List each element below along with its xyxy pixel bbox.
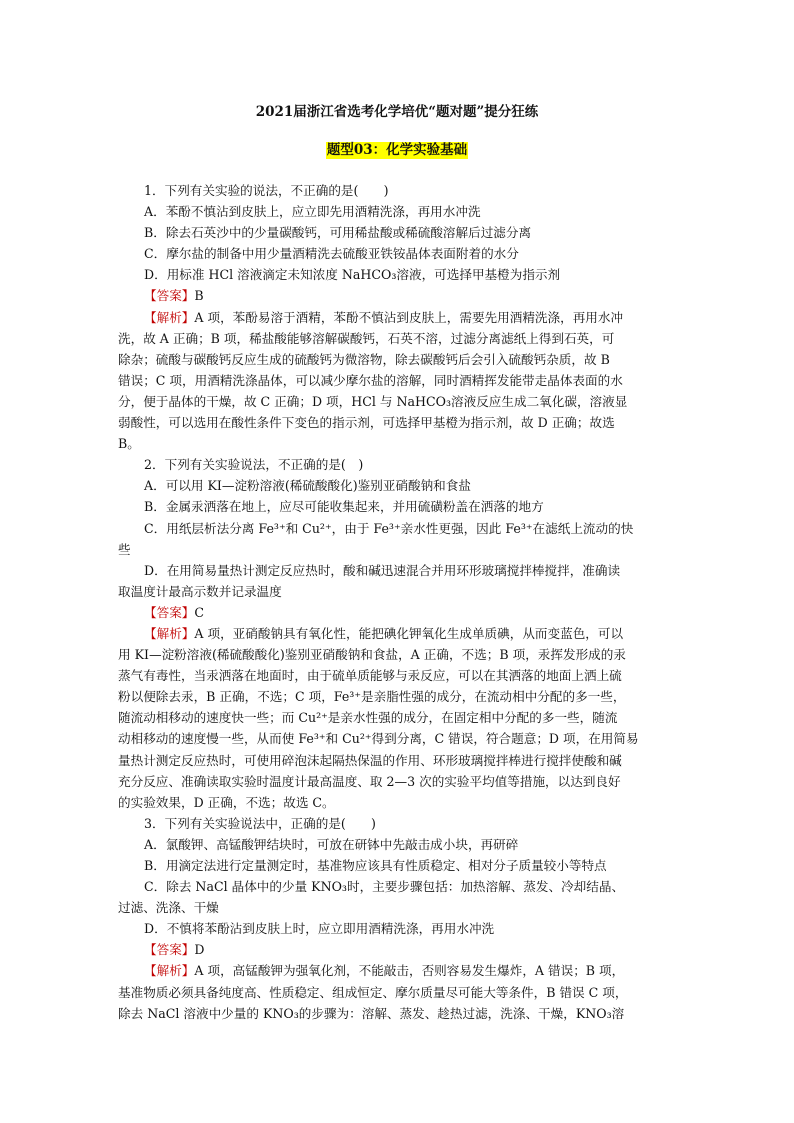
subtitle-wrap xyxy=(0,139,794,159)
q3-option-c-cont: 过滤、洗涤、干燥 xyxy=(118,900,219,916)
analysis-tag: 【解析】 xyxy=(144,309,195,325)
q3-option-d: D．不慎将苯酚沾到皮肤上时，应立即用酒精洗涤，再用水冲洗 xyxy=(144,921,495,937)
q1-analysis-line xyxy=(118,307,678,328)
answer-tag: 【答案】 xyxy=(144,942,195,958)
q2-option-c-cont: 些 xyxy=(118,541,131,557)
q1-analysis-line: B。 xyxy=(118,436,140,452)
q3-analysis-line: 除去 NaCl 溶液中少量的 KNO₃的步骤为：溶解、蒸发、趁热过滤，洗涤、干燥，KNO₃溶 xyxy=(118,1005,625,1021)
q2-option-d-cont: 取温度计最高示数并记录温度 xyxy=(118,583,282,599)
q1-answer xyxy=(118,285,678,306)
q3-stem: 3．下列有关实验说法中，正确的是( ) xyxy=(144,815,376,831)
q2-option-b: B．金属汞洒落在地上，应尽可能收集起来，并用硫磺粉盖在洒落的地方 xyxy=(144,499,544,515)
q3-analysis-line xyxy=(118,960,678,981)
q1-option-c: C．摩尔盐的制备中用少量酒精洗去硫酸亚铁铵晶体表面附着的水分 xyxy=(144,246,519,262)
q2-analysis-line: 蒸气有毒性，当汞洒落在地面时，由于硫单质能够与汞反应，可以在其洒落的地面上洒上硫 xyxy=(118,668,622,684)
document-subtitle: 题型03：化学实验基础 xyxy=(326,142,468,158)
q3-option-b: B．用滴定法进行定量测定时，基准物应该具有性质稳定、相对分子质量较小等特点 xyxy=(144,858,607,873)
analysis-text: A 项，亚硝酸钠具有氧化性，能把碘化钾氧化生成单质碘，从而变蓝色，可以 xyxy=(194,625,624,641)
q2-analysis-line: 量热计测定反应热时，可使用碎泡沫起隔热保温的作用、环形玻璃搅拌棒进行搅拌使酸和碱 xyxy=(118,752,622,768)
q2-option-d: D．在用简易量热计测定反应热时，酸和碱迅速混合并用环形玻璃搅拌棒搅拌，准确读 xyxy=(144,562,621,578)
analysis-text: A 项，苯酚易溶于酒精，苯酚不慎沾到皮肤上，需要先用酒精洗涤，再用水冲 xyxy=(194,309,624,325)
q2-analysis-line: 的实验效果，D 正确，不选；故选 C。 xyxy=(118,794,335,810)
q1-analysis-line: 除杂；硫酸与碳酸钙反应生成的硫酸钙为微溶物，除去碳酸钙后会引入硫酸钙杂质，故 B xyxy=(118,351,610,367)
answer-tag: 【答案】 xyxy=(144,604,195,620)
q3-answer xyxy=(118,939,678,960)
answer-value: C xyxy=(194,604,205,620)
answer-value: B xyxy=(194,288,204,304)
q2-analysis-line: 用 KI—淀粉溶液(稀硫酸酸化)鉴别亚硝酸钠和食盐，A 正确，不选；B 项，汞挥发形成的汞 xyxy=(118,647,626,663)
q3-option-a: A．氯酸钾、高锰酸钾结块时，可放在研钵中先敲击成小块，再研碎 xyxy=(144,836,519,852)
q2-stem: 2．下列有关实验说法，不正确的是( ) xyxy=(144,457,364,473)
q2-option-c: C．用纸层析法分离 Fe³⁺和 Cu²⁺，由于 Fe³⁺亲水性更强，因此 Fe³⁺在滤纸上流动的快 xyxy=(144,520,634,536)
analysis-tag: 【解析】 xyxy=(144,963,195,979)
q2-analysis-line: 粉以便除去汞，B 正确，不选；C 项，Fe³⁺是亲脂性强的成分，在流动相中分配的多一些， xyxy=(118,689,626,705)
answer-tag: 【答案】 xyxy=(144,288,195,304)
q1-analysis-line: 弱酸性，可以选用在酸性条件下变色的指示剂，可选择甲基橙为指示剂，故 D 正确；故选 xyxy=(118,415,615,431)
q1-stem: 1．下列有关实验的说法，不正确的是( ) xyxy=(144,183,389,198)
q1-option-b: B．除去石英沙中的少量碳酸钙，可用稀盐酸或稀硫酸溶解后过滤分离 xyxy=(144,225,532,241)
q1-option-a: A．苯酚不慎沾到皮肤上，应立即先用酒精洗涤，再用水冲洗 xyxy=(144,204,481,220)
q2-analysis-line xyxy=(118,623,678,644)
q2-analysis-line: 动相移动的速度慢一些，从而使 Fe³⁺和 Cu²⁺得到分离，C 错误，符合题意；D 项，在用简易 xyxy=(118,731,639,747)
q2-analysis-line: 充分反应、准确读取实验时温度计最高温度、取 2—3 次的实验平均值等措施，以达到良好 xyxy=(118,773,621,789)
q3-option-c: C．除去 NaCl 晶体中的少量 KNO₃时，主要步骤包括：加热溶解、蒸发、冷却结晶、 xyxy=(144,879,625,895)
document-title: 2021届浙江省选考化学培优“题对题”提分狂练 xyxy=(255,104,539,120)
q1-analysis-line: 分，便于晶体的干燥，故 C 正确；D 项，HCl 与 NaHCO₃溶液反应生成二氧化碳，溶液显 xyxy=(118,393,628,409)
document-body xyxy=(118,180,678,1024)
q3-analysis-line: 基准物质必须具备纯度高、性质稳定、组成恒定、摩尔质量尽可能大等条件，B 错误 C 项， xyxy=(118,984,628,1000)
analysis-tag: 【解析】 xyxy=(144,625,195,641)
analysis-text: A 项，高锰酸钾为强氧化剂，不能敲击，否则容易发生爆炸，A 错误；B 项， xyxy=(194,963,625,979)
q1-option-d: D．用标准 HCl 溶液滴定未知浓度 NaHCO₃溶液，可选择甲基橙为指示剂 xyxy=(144,267,561,283)
q1-analysis-line: 错误；C 项，用酒精洗涤晶体，可以减少摩尔盐的溶解，同时酒精挥发能带走晶体表面的水 xyxy=(118,372,623,388)
answer-value: D xyxy=(194,942,205,958)
q1-analysis-line: 洗，故 A 正确；B 项，稀盐酸能够溶解碳酸钙，石英不溶，过滤分离滤纸上得到石英，可 xyxy=(118,330,615,346)
q2-answer xyxy=(118,602,678,623)
q2-analysis-line: 随流动相移动的速度快一些；而 Cu²⁺是亲水性强的成分，在固定相中分配的多一些，随流 xyxy=(118,710,618,726)
q2-option-a: A．可以用 KI—淀粉溶液(稀硫酸酸化)鉴别亚硝酸钠和食盐 xyxy=(144,478,471,494)
